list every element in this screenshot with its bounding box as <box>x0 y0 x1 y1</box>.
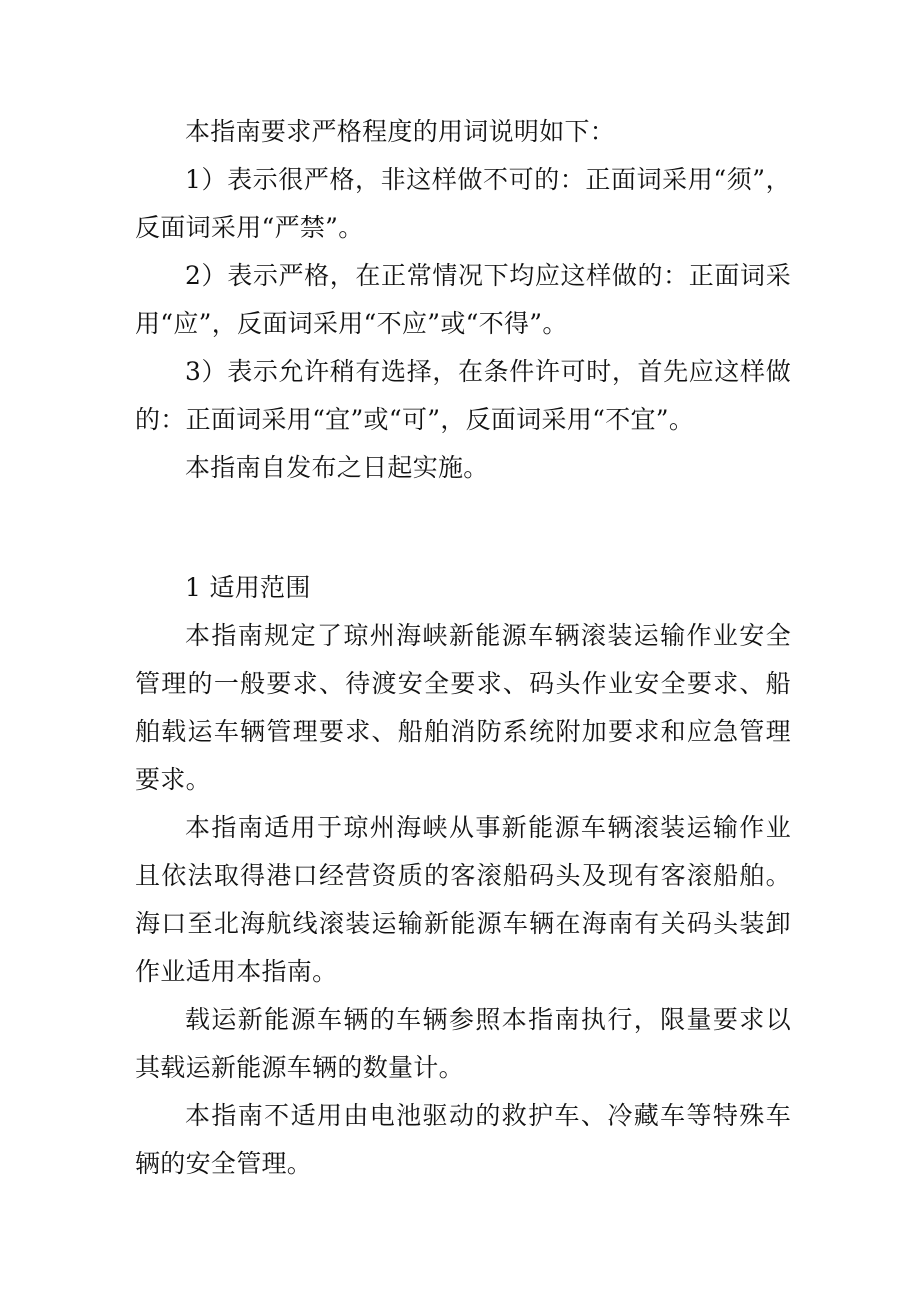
section-heading: 1 适用范围 <box>185 573 311 602</box>
scope-paragraph-3: 载运新能源车辆的车辆参照本指南执行，限量要求以其载运新能源车辆的数量计。 <box>135 1005 791 1082</box>
scope-paragraph-2: 本指南适用于琼州海峡从事新能源车辆滚装运输作业且依法取得港口经营资质的客滚船码头及现有客滚船舶。海口至北海航线滚装运输新能源车辆在海南有关码头装卸作业适用本指南。 <box>135 813 791 986</box>
terms-intro: 本指南要求严格程度的用词说明如下： <box>185 117 616 146</box>
terms-section <box>135 108 791 492</box>
scope-paragraph-1: 本指南规定了琼州海峡新能源车辆滚装运输作业安全管理的一般要求、待渡安全要求、码头作业安全要求、船舶载运车辆管理要求、船舶消防系统附加要求和应急管理要求。 <box>135 621 791 794</box>
terms-item-3: 3）表示允许稍有选择，在条件许可时，首先应这样做的：正面词采用“宜”或“可”，反面词采用“不宜”。 <box>135 357 791 434</box>
effective-date-statement: 本指南自发布之日起实施。 <box>185 453 489 482</box>
terms-item-2: 2）表示严格，在正常情况下均应这样做的：正面词采用“应”，反面词采用“不应”或“不得”。 <box>135 261 791 338</box>
scope-section <box>135 564 791 1188</box>
scope-paragraph-4: 本指南不适用由电池驱动的救护车、冷藏车等特殊车辆的安全管理。 <box>135 1101 791 1178</box>
terms-item-1: 1）表示很严格，非这样做不可的：正面词采用“须”，反面词采用“严禁”。 <box>135 165 791 242</box>
